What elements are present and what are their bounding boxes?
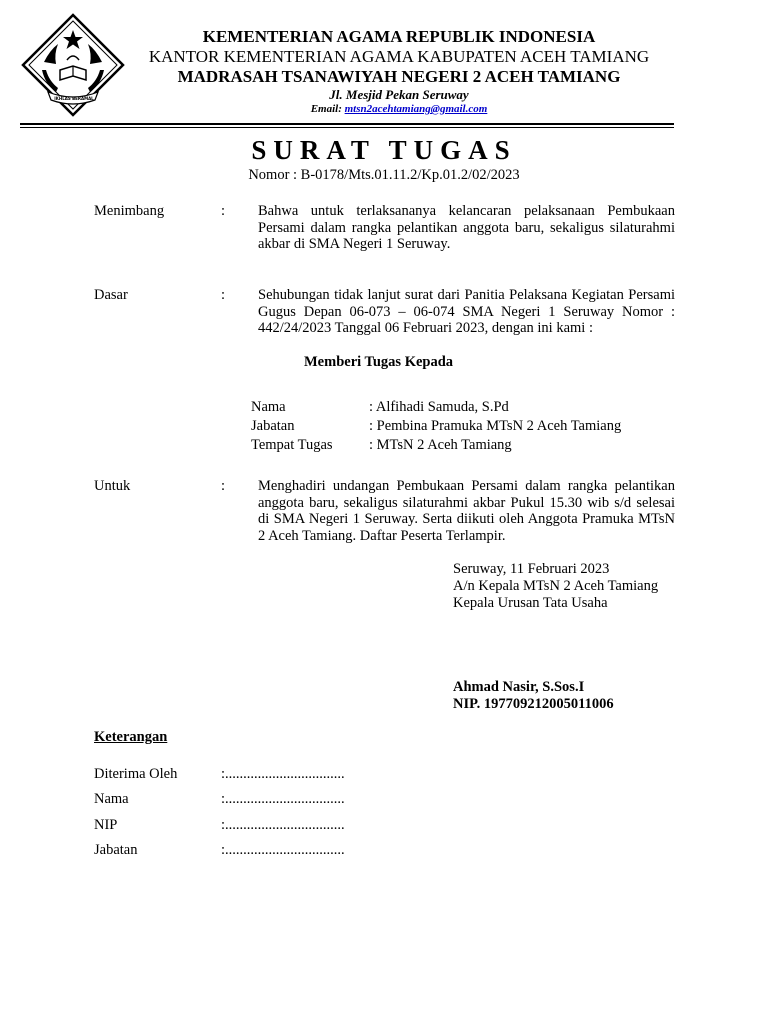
signature-on-behalf: A/n Kepala MTsN 2 Aceh Tamiang <box>453 578 659 594</box>
keterangan-diterima-label: Diterima Oleh <box>94 766 178 782</box>
signature-place-date: Seruway, 11 Februari 2023 <box>453 561 610 577</box>
menimbang-colon: : <box>221 203 226 219</box>
assignee-jabatan-label: Jabatan <box>251 418 295 434</box>
letterhead-rule-thick <box>20 123 674 125</box>
keterangan-nip-field: :................................. <box>221 817 345 833</box>
assignee-jabatan-value: : Pembina Pramuka MTsN 2 Aceh Tamiang <box>369 418 622 434</box>
untuk-label: Untuk <box>94 478 131 494</box>
menimbang-label: Menimbang <box>94 203 165 219</box>
document-title: SURAT TUGAS <box>251 135 517 165</box>
logo-banner-text: IKHLAS BERAMAL <box>54 96 94 101</box>
assignee-tempat-value: : MTsN 2 Aceh Tamiang <box>369 437 512 453</box>
keterangan-nama-field: :................................. <box>221 791 345 807</box>
keterangan-jabatan-label: Jabatan <box>94 842 138 858</box>
dasar-text: Sehubungan tidak lanjut surat dari Panitia Pelaksana Kegiatan Persami Gugus Depan 06-073 – 06-074 SMA Negeri 1 Seruway Nomor : 442/24/2023 Tanggal 06 Februari 2023, dengan ini kami : <box>258 287 675 336</box>
dasar-label: Dasar <box>94 287 128 303</box>
letterhead-school: MADRASAH TSANAWIYAH NEGERI 2 ACEH TAMIANG <box>177 67 621 86</box>
keterangan-nip-label: NIP <box>94 817 118 833</box>
assignee-nama-value: : Alfihadi Samuda, S.Pd <box>369 399 509 415</box>
signatory-nip: NIP. 197709212005011006 <box>453 696 614 712</box>
keterangan-jabatan-field: :................................. <box>221 842 345 858</box>
letterhead-rule-thin <box>20 127 674 128</box>
dasar-colon: : <box>221 287 226 303</box>
keterangan-heading: Keterangan <box>94 729 168 745</box>
keterangan-nama-label: Nama <box>94 791 129 807</box>
signature-position: Kepala Urusan Tata Usaha <box>453 595 608 611</box>
assignee-tempat-label: Tempat Tugas <box>251 437 333 453</box>
letterhead-ministry: KEMENTERIAN AGAMA REPUBLIK INDONESIA <box>202 27 596 46</box>
letterhead-address: Jl. Mesjid Pekan Seruway <box>329 87 469 102</box>
letterhead-office: KANTOR KEMENTERIAN AGAMA KABUPATEN ACEH TAMIANG <box>148 47 650 66</box>
document-number: Nomor : B-0178/Mts.01.11.2/Kp.01.2/02/2023 <box>248 167 520 183</box>
untuk-colon: : <box>221 478 226 494</box>
memberi-tugas-heading: Memberi Tugas Kepada <box>304 354 454 370</box>
email-link[interactable]: mtsn2acehtamiang@gmail.com <box>344 103 488 115</box>
untuk-text: Menghadiri undangan Pembukaan Persami dalam rangka pelantikan anggota baru, sekaligus silaturahmi akbar Pukul 15.30 wib s/d selesai di SMA Negeri 1 Seruway. Serta diikuti oleh Anggota Pramuka MTsN 2 Aceh Tamiang. Daftar Peserta Terlampir. <box>258 478 675 544</box>
assignee-nama-label: Nama <box>251 399 286 415</box>
email-label: Email: <box>310 103 342 115</box>
letterhead-email-row <box>0 103 768 115</box>
menimbang-text: Bahwa untuk terlaksananya kelancaran pelaksanaan Pembukaan Persami dalam rangka pelantikan anggota baru, sekaligus silaturahmi akbar di SMA Negeri 1 Seruway. <box>258 203 675 252</box>
keterangan-diterima-field: :................................. <box>221 766 345 782</box>
signatory-name: Ahmad Nasir, S.Sos.I <box>453 679 585 695</box>
